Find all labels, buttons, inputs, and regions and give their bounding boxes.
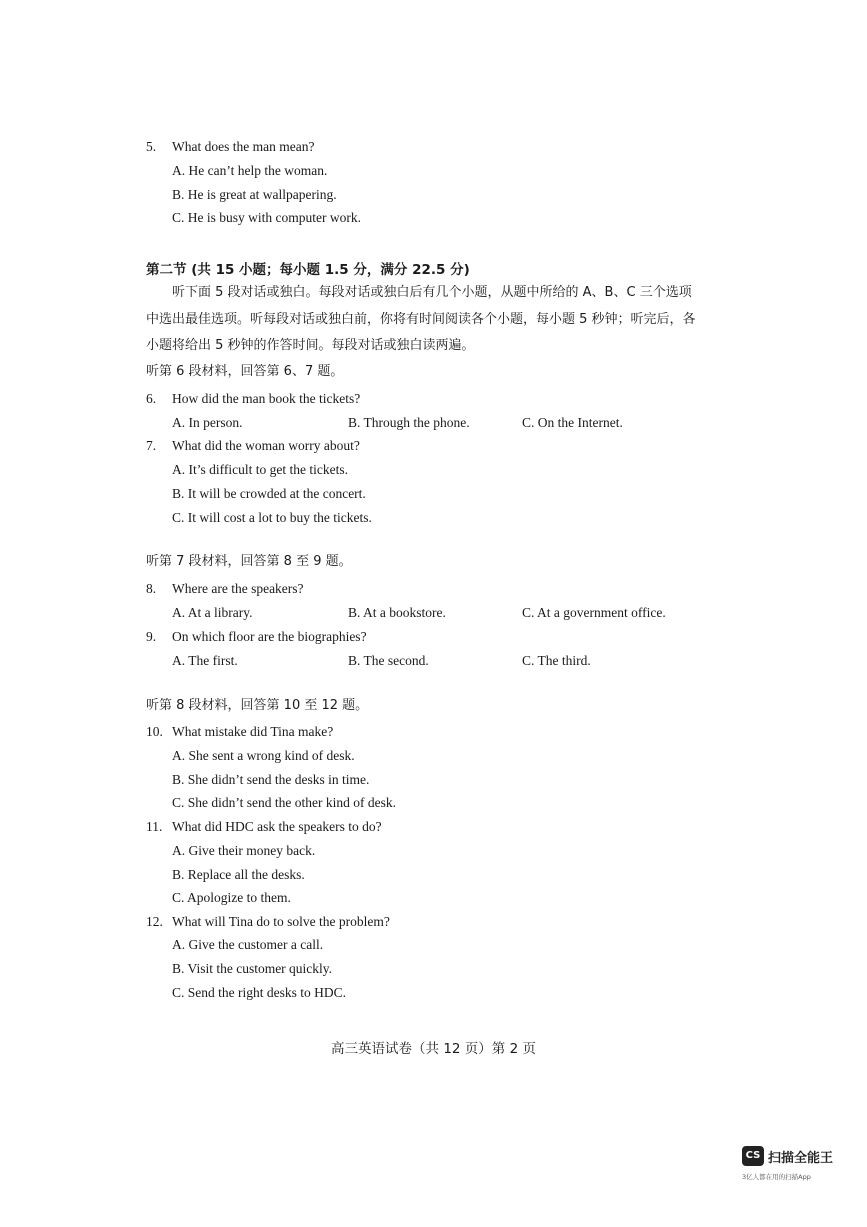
option: C. Send the right desks to HDC. <box>172 985 346 1000</box>
question-stem: What did the woman worry about? <box>172 438 360 453</box>
option: A. The first. <box>172 653 238 668</box>
question-stem: On which floor are the biographies? <box>172 629 367 644</box>
question-number: 10. <box>146 724 163 739</box>
option: C. On the Internet. <box>522 415 623 430</box>
question-number: 5. <box>146 139 157 154</box>
option: B. At a bookstore. <box>348 605 446 620</box>
option: A. He can’t help the woman. <box>172 163 328 178</box>
question-stem: What does the man mean? <box>172 139 315 154</box>
instructions-line: 听下面 5 段对话或独白。每段对话或独白后有几个小题，从题中所给的 A、B、C 三个选项 <box>172 285 692 300</box>
page-footer: 高三英语试卷（共 12 页）第 2 页 <box>331 1041 536 1057</box>
option: B. She didn’t send the desks in time. <box>172 772 370 787</box>
group-heading: 听第 6 段材料，回答第 6、7 题。 <box>146 364 344 379</box>
question-stem: What will Tina do to solve the problem? <box>172 914 390 929</box>
scanner-logo <box>742 1146 852 1186</box>
option: B. Replace all the desks. <box>172 867 305 882</box>
logo-tagline: 3亿人都在用的扫描App <box>742 1173 811 1181</box>
option: A. She sent a wrong kind of desk. <box>172 748 355 763</box>
option: A. It’s difficult to get the tickets. <box>172 462 348 477</box>
option: A. At a library. <box>172 605 253 620</box>
question-number: 11. <box>146 819 163 834</box>
question-number: 7. <box>146 438 157 453</box>
question-stem: What did HDC ask the speakers to do? <box>172 819 382 834</box>
option: C. Apologize to them. <box>172 890 291 905</box>
question-stem: How did the man book the tickets? <box>172 391 361 406</box>
question-number: 9. <box>146 629 157 644</box>
option: C. It will cost a lot to buy the tickets. <box>172 510 372 525</box>
section-title: 第二节 (共 15 小题；每小题 1.5 分，满分 22.5 分) <box>146 262 470 278</box>
option: C. She didn’t send the other kind of desk. <box>172 795 396 810</box>
instructions-line: 小题将给出 5 秒钟的作答时间。每段对话或独白读两遍。 <box>146 338 475 353</box>
option: A. Give their money back. <box>172 843 316 858</box>
cs-logo-icon: CS <box>742 1146 764 1166</box>
question-number: 6. <box>146 391 157 406</box>
logo-name: 扫描全能王 <box>768 1151 834 1166</box>
option: B. The second. <box>348 653 429 668</box>
option: C. He is busy with computer work. <box>172 210 361 225</box>
question-stem: Where are the speakers? <box>172 581 304 596</box>
option: A. Give the customer a call. <box>172 937 324 952</box>
question-number: 12. <box>146 914 163 929</box>
option: A. In person. <box>172 415 243 430</box>
option: B. Visit the customer quickly. <box>172 961 333 976</box>
question-number: 8. <box>146 581 157 596</box>
group-heading: 听第 7 段材料，回答第 8 至 9 题。 <box>146 554 352 569</box>
option: B. He is great at wallpapering. <box>172 187 337 202</box>
instructions-line: 中选出最佳选项。听每段对话或独白前，你将有时间阅读各个小题，每小题 5 秒钟；听完后，各 <box>146 312 696 327</box>
option: B. It will be crowded at the concert. <box>172 486 366 501</box>
option: C. At a government office. <box>522 605 666 620</box>
question-stem: What mistake did Tina make? <box>172 724 334 739</box>
group-heading: 听第 8 段材料，回答第 10 至 12 题。 <box>146 698 369 713</box>
option: B. Through the phone. <box>348 415 470 430</box>
option: C. The third. <box>522 653 591 668</box>
